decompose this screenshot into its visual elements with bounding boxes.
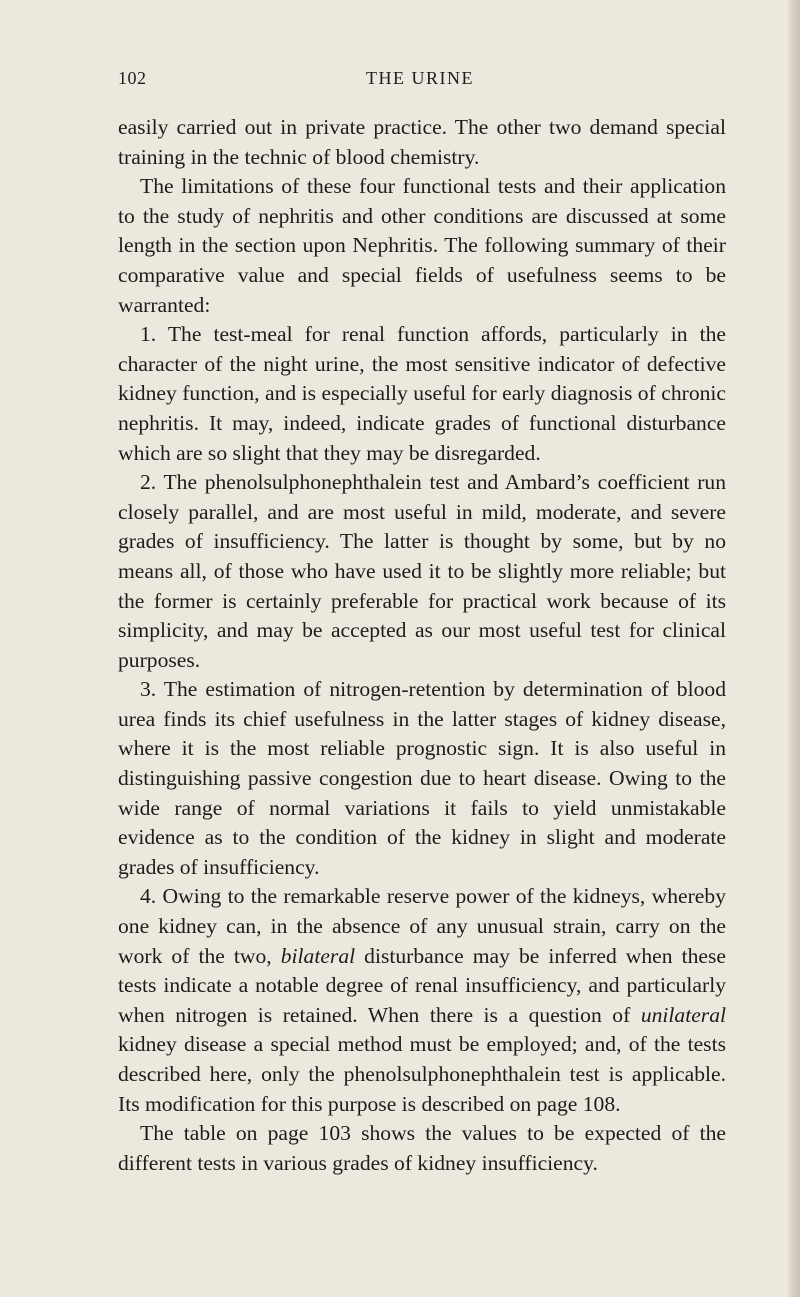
emphasis-bilateral: bilateral <box>280 943 356 968</box>
paragraph-item-3: 3. The estimation of nitrogen-retention by determination of blood urea finds its chief usefulness in the latter stages of kidney disease, where it is the most reliable prognostic sign. It is also useful in distinguishing passive congestion due to heart disease. Owing to the wide range of normal variations it fails to yield unmistakable evidence as to the condition of the kidney in slight and moderate grades of insufficiency. <box>118 677 726 879</box>
paragraph-item-4-text-b: disturbance may be inferred when these tests indicate a notable degree of renal insufficiency, and particularly when nitrogen is retained. When there is a question of <box>118 943 726 1027</box>
page-header <box>118 68 722 94</box>
paragraph-item-1: 1. The test-meal for renal function affords, particularly in the character of the night urine, the most sensitive indicator of defective kidney function, and is especially useful for early diagnosis of chronic nephritis. It may, indeed, indicate grades of functional disturbance which are so slight that they may be disregarded. <box>118 322 726 465</box>
paragraph-item-4-text-a: 4. Owing to the remarkable reserve power of the kidneys, whereby one kidney can, in the absence of any unusual strain, carry on the work of the two, <box>118 884 726 968</box>
paragraph-continuation: easily carried out in private practice. The other two demand special training in the technic of blood chemistry. <box>118 115 726 169</box>
paragraph-item-4-text-c: kidney disease a special method must be employed; and, of the tests described here, only the phenolsulphonephthalein test is applicable. Its modification for this purpose is described on page 108. <box>118 1032 726 1116</box>
page-number: 102 <box>118 68 147 88</box>
page-edge-shadow <box>788 0 800 1297</box>
body-text <box>118 113 726 1178</box>
paragraph-item-4 <box>118 882 726 1119</box>
paragraph-closing: The table on page 103 shows the values to be expected of the different tests in various grades of kidney insufficiency. <box>118 1121 726 1175</box>
paragraph-item-2: 2. The phenolsulphonephthalein test and Ambard’s coefficient run closely parallel, and are most useful in mild, moderate, and severe grades of insufficiency. The latter is thought by some, but by no means all, of those who have used it to be slightly more reliable; but the former is certainly preferable for practical work because of its simplicity, and may be accepted as our most useful test for clinical purposes. <box>118 470 726 672</box>
running-head: THE URINE <box>366 68 474 88</box>
paragraph-limitations: The limitations of these four functional tests and their application to the study of nephritis and other conditions are discussed at some length in the section upon Nephritis. The following summary of their comparative value and special fields of usefulness seems to be warranted: <box>118 174 726 317</box>
emphasis-unilateral: unilateral <box>640 1002 726 1027</box>
